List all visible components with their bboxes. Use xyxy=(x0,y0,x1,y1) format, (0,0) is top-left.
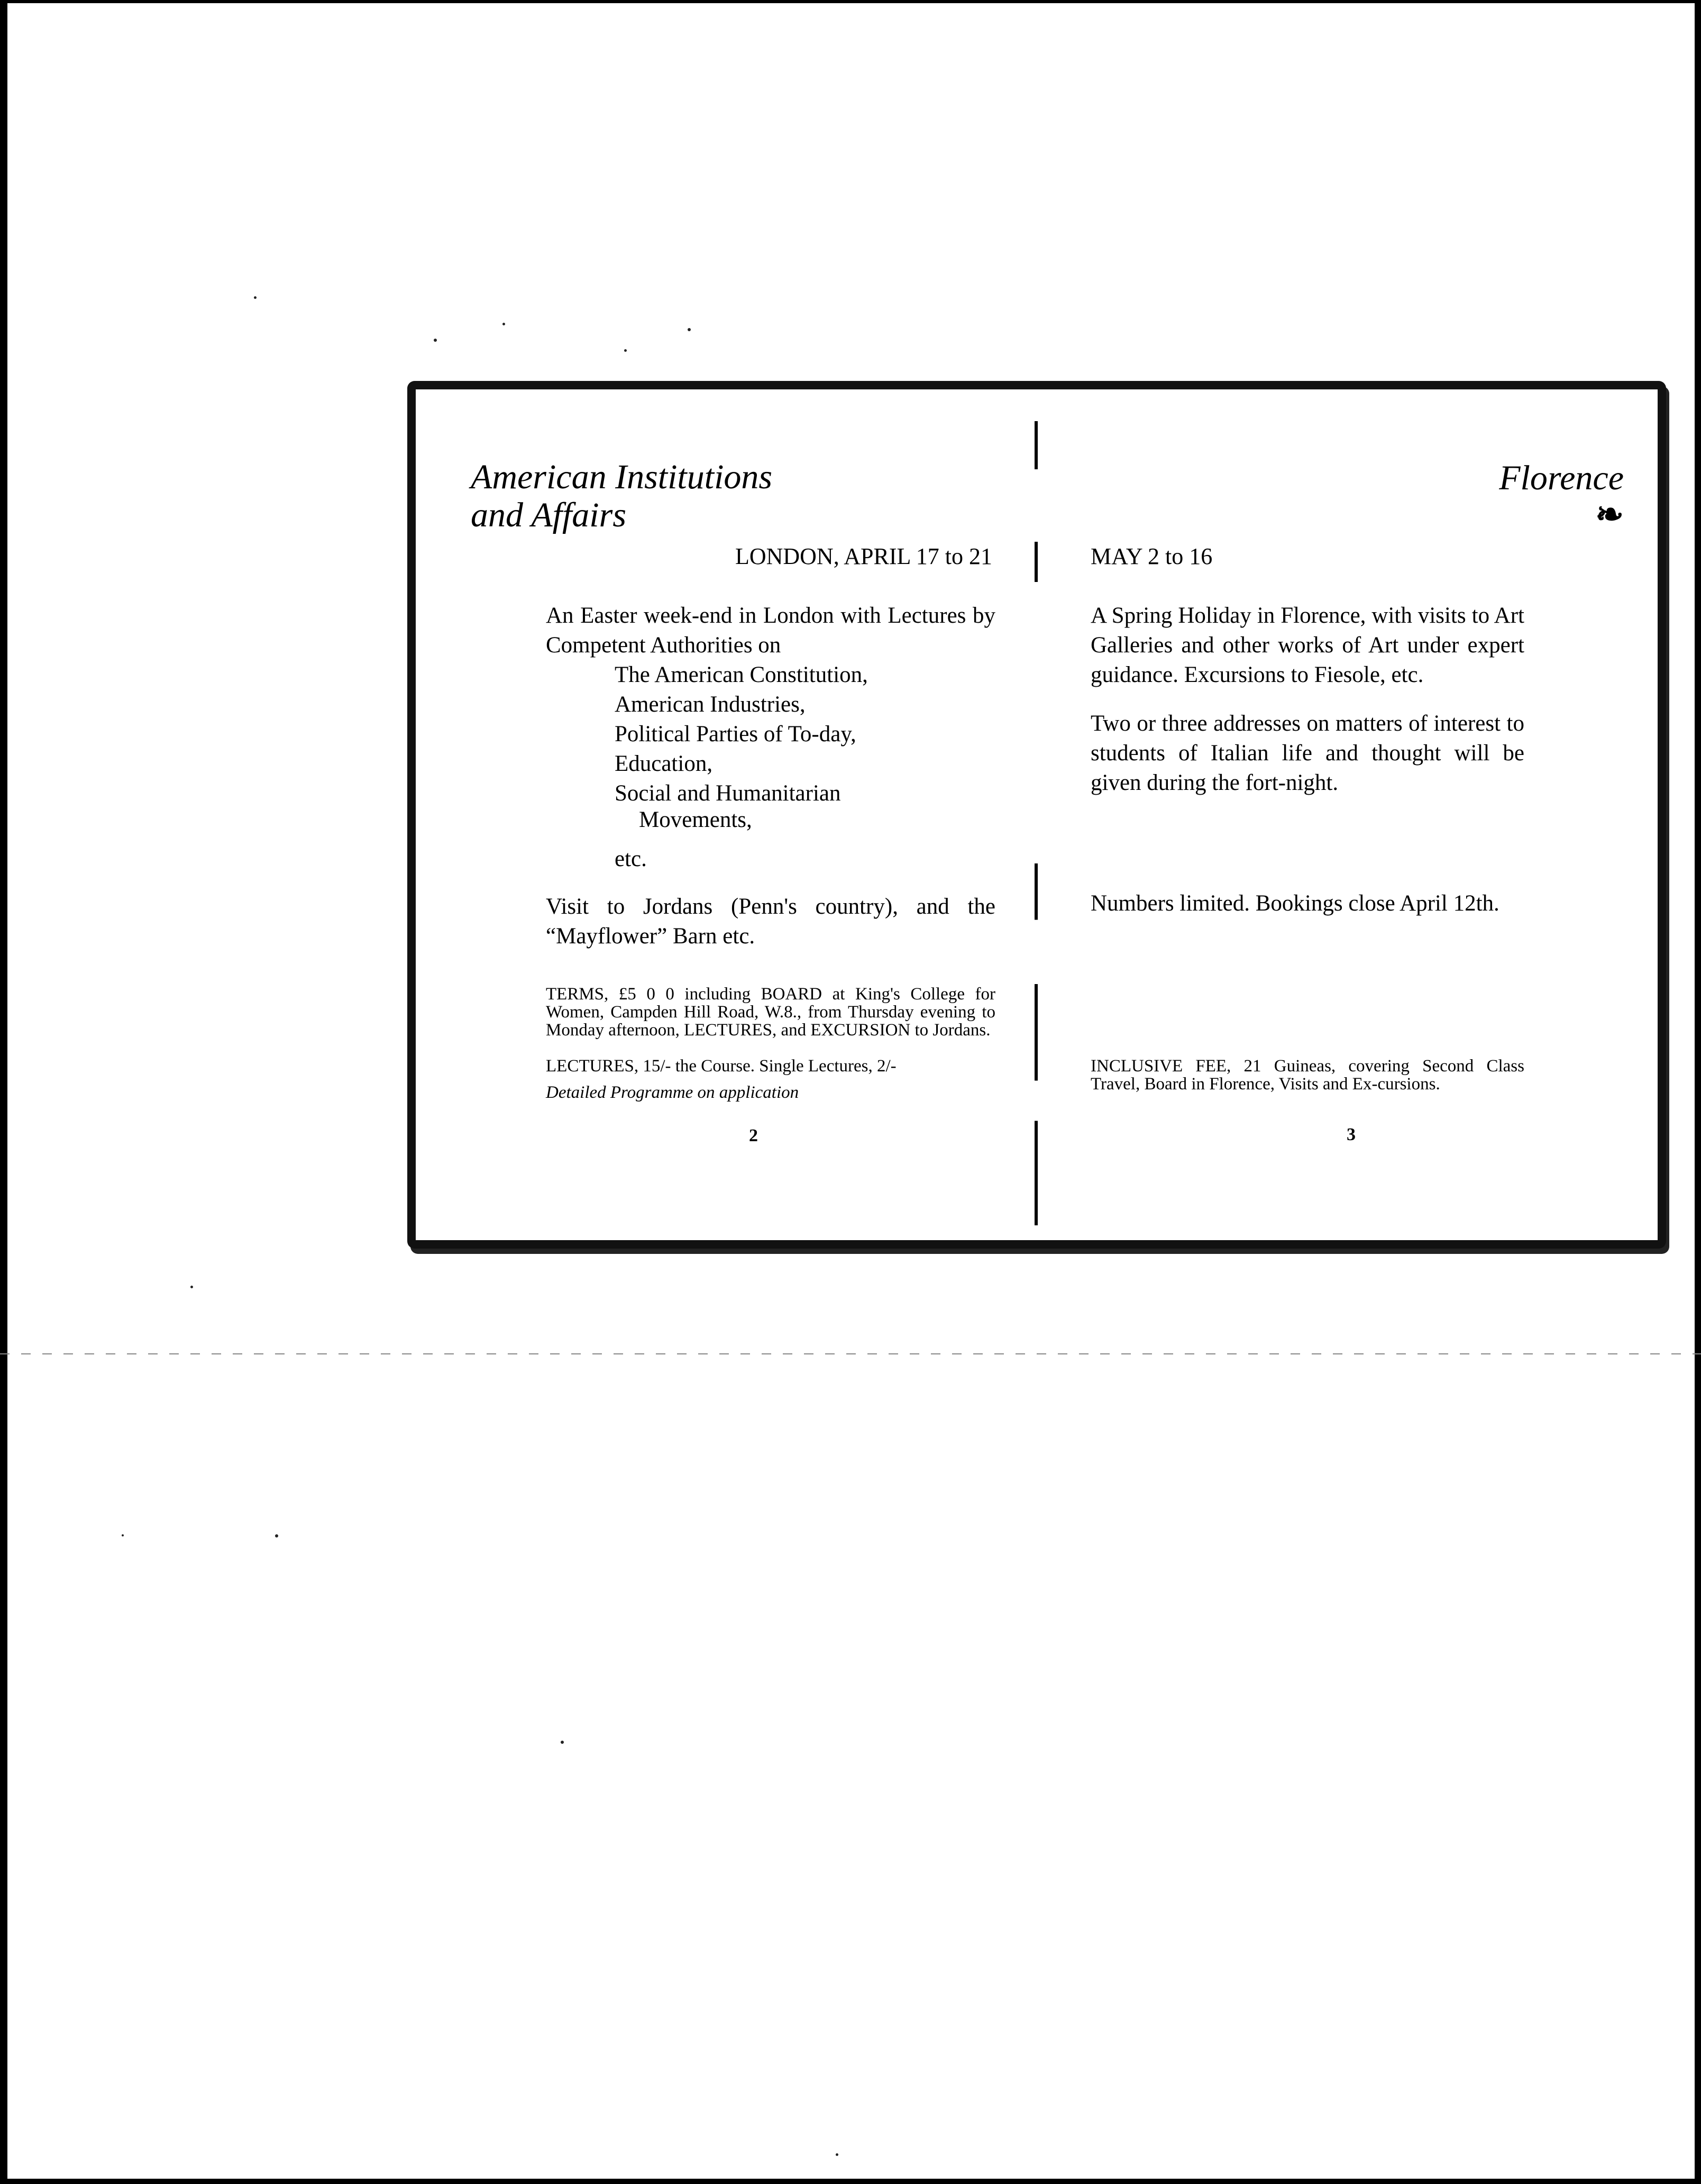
page-number-right: 3 xyxy=(1347,1125,1356,1144)
right-page-title: Florence xyxy=(1499,459,1624,497)
inclusive-fee-text: INCLUSIVE FEE, 21 Guineas, covering Second Class Travel, Board in Florence, Visits and Ex-cursions. xyxy=(1091,1057,1524,1094)
center-fold xyxy=(1035,421,1038,1225)
topic-item: Social and Humanitarian xyxy=(615,781,841,806)
left-page-date: LONDON, APRIL 17 to 21 xyxy=(735,543,992,569)
topic-item: Movements, xyxy=(639,807,752,832)
florence-paragraph-3: Numbers limited. Bookings close April 12th. xyxy=(1091,891,1499,916)
topic-item: American Industries, xyxy=(615,692,806,717)
booklet-spread xyxy=(407,381,1666,1249)
topic-item: The American Constitution, xyxy=(615,662,868,687)
topic-item: Political Parties of To-day, xyxy=(615,722,856,747)
right-page-date: MAY 2 to 16 xyxy=(1091,543,1213,569)
fold-line xyxy=(0,1353,1701,1354)
scan-speck xyxy=(275,1534,278,1537)
title-line-2: and Affairs xyxy=(471,496,627,534)
scan-speck xyxy=(502,323,505,325)
intro-paragraph: An Easter week-end in London with Lectures by Competent Authorities on xyxy=(546,603,995,658)
right-page xyxy=(1040,389,1666,1240)
programme-note: Detailed Programme on application xyxy=(546,1083,799,1102)
scan-speck xyxy=(624,349,627,352)
scan-speck xyxy=(836,2153,838,2156)
florence-paragraph-2: Two or three addresses on matters of interest to students of Italian life and thought will be given during the fort-night. xyxy=(1091,711,1524,795)
scan-speck xyxy=(561,1741,564,1744)
lectures-fee-text: LECTURES, 15/- the Course. Single Lectures, 2/- xyxy=(546,1057,897,1076)
terms-text: TERMS, £5 0 0 including BOARD at King's College for Women, Campden Hill Road, W.8., from Thursday evening to Monday afternoon, LECTURES, and EXCURSION to Jordans. xyxy=(546,985,995,1040)
scan-speck xyxy=(688,328,691,331)
left-page xyxy=(416,389,1035,1240)
florence-paragraph-1: A Spring Holiday in Florence, with visits to Art Galleries and other works of Art under expert guidance. Excursions to Fiesole, etc. xyxy=(1091,603,1524,687)
title-line-1: American Institutions xyxy=(471,458,773,496)
page-number-left: 2 xyxy=(749,1126,758,1145)
topic-item: etc. xyxy=(615,847,647,871)
scan-speck xyxy=(122,1534,124,1536)
lecture-topics-list xyxy=(615,660,868,874)
scan-speck xyxy=(434,339,437,342)
scan-speck xyxy=(254,296,257,299)
ornament-flourish: ❧ xyxy=(1595,496,1624,533)
visit-paragraph: Visit to Jordans (Penn's country), and the “Mayflower” Barn etc. xyxy=(546,894,995,949)
scan-speck xyxy=(190,1286,193,1288)
left-page-title xyxy=(471,458,772,534)
topic-item: Education, xyxy=(615,751,713,776)
